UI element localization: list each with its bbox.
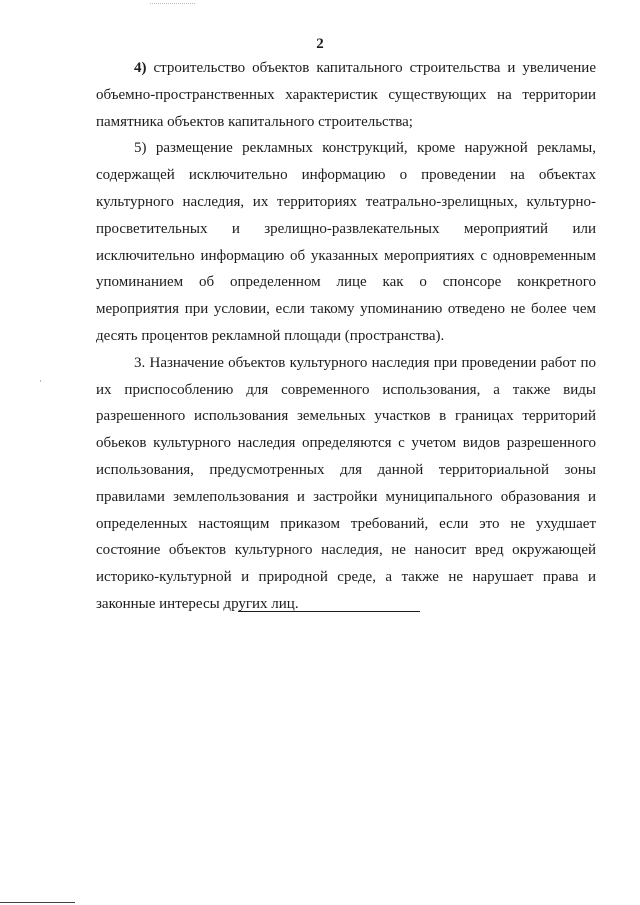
paragraph-text: 3. Назначение объектов культурного наследия при проведении работ по их приспособлению для современного использования, а также виды разрешенного использования земельных участков в границах территорий обьекoв культурного наследия определяются с учетом видов разрешенного использования, предусмотренных для данной территориальной зоны правилами землепользования и застройки муниципального образования и определенных настоящим приказом требований, если это не ухудшает состояние объектов культурного наследия, не наносит вред окружающей историко-культурной и природной среде, а также не нарушает права и законные интересы других лиц. (96, 354, 596, 612)
scan-artifact-left (40, 380, 41, 382)
paragraph-text: 5) размещение рекламных конструкций, кроме наружной рекламы, содержащей исключительно информацию о проведении на объектах культурного наследия, их территориях театрально-зрелищных, культурно-просветительных и зрелищно-развлекательных мероприятий или исключительно информацию об указанных мероприятиях с одновременным упоминанием об определенном лице как о спонсоре конкретного мероприятия при условии, если такому упоминанию отведено не более чем десять процентов рекламной площади (пространства). (96, 140, 596, 344)
scan-artifact-bottom (0, 902, 75, 903)
item-number: 4) (134, 60, 147, 76)
paragraph-item-4 (96, 55, 596, 135)
scan-artifact-top (150, 0, 195, 4)
page-number: 2 (316, 36, 324, 52)
document-body (96, 55, 596, 618)
end-of-text-rule (238, 611, 420, 612)
paragraph-text: строительство объектов капитального строительства и увеличение объемно-пространственных характеристик существующих на территории памятника объектов капитального строительства; (96, 60, 596, 130)
paragraph-section-3 (96, 350, 596, 618)
paragraph-item-5 (96, 135, 596, 349)
